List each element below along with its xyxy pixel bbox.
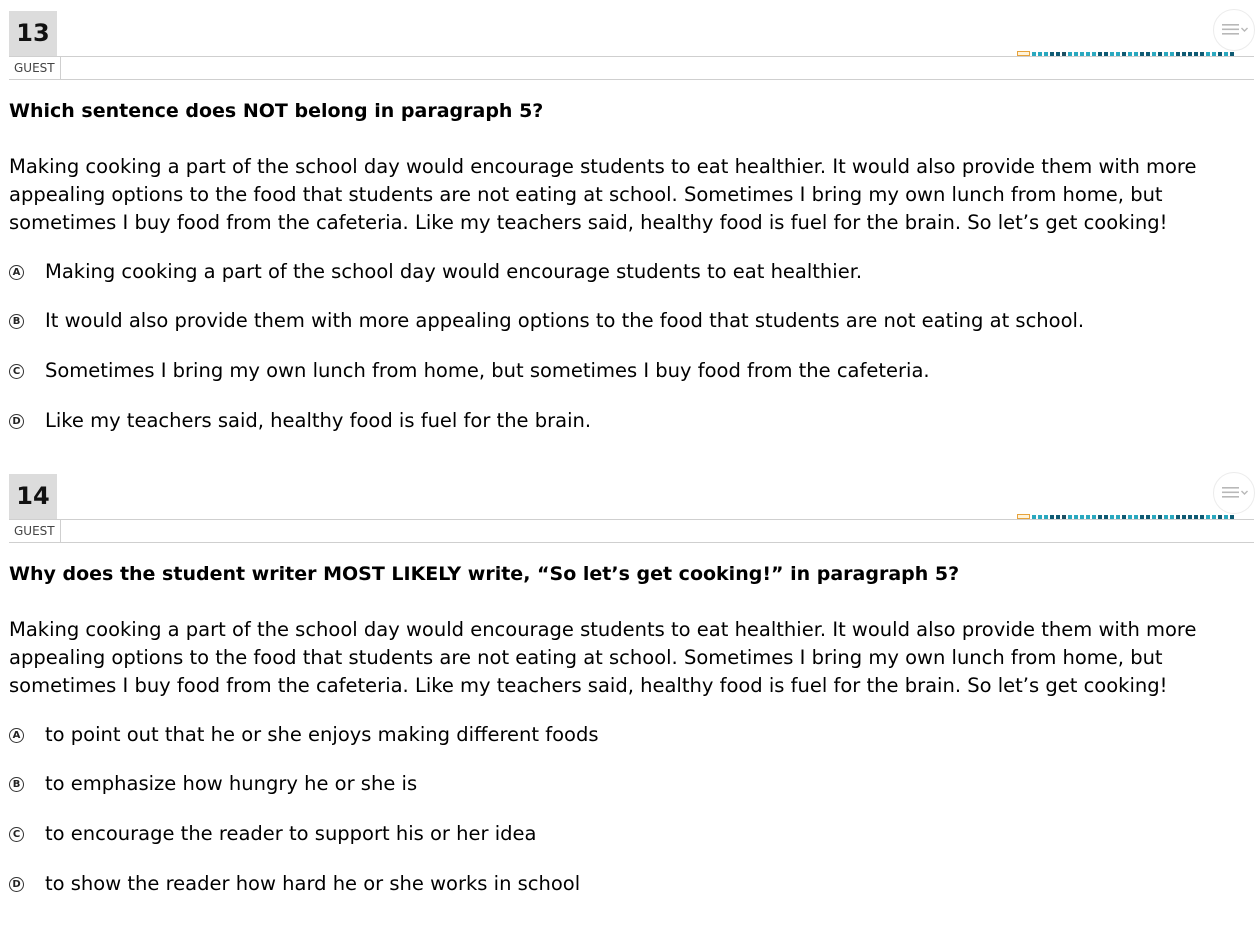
choice-d-text: to show the reader how hard he or she works in school [45, 872, 581, 895]
answer-choice-a[interactable] [9, 258, 862, 286]
progress-segment [1206, 515, 1210, 519]
progress-segment [1068, 52, 1072, 56]
choice-a-radio[interactable]: A [9, 728, 24, 743]
progress-segment [1062, 52, 1066, 56]
progress-segment [1080, 52, 1084, 56]
passage-text: Making cooking a part of the school day would encourage students to eat healthier. It would also provide them with more appealing options to the food that students are not eating at school. Sometimes I bring my own lunch from home, but sometimes I buy food from the cafeteria. Like my teachers said, healthy food is fuel for the brain. So let’s get cooking! [9, 618, 1197, 697]
choice-c-text: to encourage the reader to support his or her idea [45, 822, 537, 845]
progress-segment [1044, 52, 1048, 56]
question-number: 13 [9, 11, 57, 56]
progress-segment [1104, 52, 1108, 56]
progress-segment [1200, 515, 1204, 519]
progress-segment [1104, 515, 1108, 519]
choice-b-text: to emphasize how hungry he or she is [45, 772, 418, 795]
progress-segment [1176, 52, 1180, 56]
progress-segment [1224, 515, 1228, 519]
answer-choice-a[interactable] [9, 721, 599, 749]
progress-segment [1158, 52, 1162, 56]
progress-segment [1092, 52, 1096, 56]
progress-segment [1074, 515, 1078, 519]
progress-segment [1164, 52, 1168, 56]
question-prompt: Why does the student writer MOST LIKELY write, “So let’s get cooking!” in paragraph 5? [9, 563, 960, 585]
choice-a-radio[interactable]: A [9, 265, 24, 280]
progress-current-segment [1017, 514, 1030, 519]
question-menu-button[interactable] [1213, 472, 1255, 514]
progress-segment [1134, 515, 1138, 519]
progress-segment [1086, 52, 1090, 56]
choice-c-radio[interactable]: C [9, 827, 24, 842]
progress-segment [1044, 515, 1048, 519]
answer-choice-b[interactable] [9, 770, 417, 798]
progress-segment [1050, 515, 1054, 519]
progress-segment [1146, 515, 1150, 519]
choice-a-text: to point out that he or she enjoys making different foods [45, 723, 599, 746]
progress-segment [1176, 515, 1180, 519]
progress-segment [1098, 515, 1102, 519]
progress-segment [1230, 515, 1234, 519]
choice-b-radio[interactable]: B [9, 314, 24, 329]
choice-c-text: Sometimes I bring my own lunch from home, but sometimes I buy food from the cafeteria. [45, 359, 930, 382]
progress-segment [1164, 515, 1168, 519]
user-label: GUEST [9, 520, 61, 542]
progress-segment [1122, 515, 1126, 519]
progress-segment [1110, 52, 1114, 56]
hamburger-menu-icon [1222, 486, 1250, 500]
progress-segment [1086, 515, 1090, 519]
progress-segment [1122, 52, 1126, 56]
progress-segment [1140, 52, 1144, 56]
progress-segment [1152, 52, 1156, 56]
answer-choice-d[interactable] [9, 870, 580, 898]
progress-segment [1224, 52, 1228, 56]
progress-current-segment [1017, 51, 1030, 56]
question-number: 14 [9, 474, 57, 519]
choice-d-radio[interactable]: D [9, 877, 24, 892]
progress-segment [1146, 52, 1150, 56]
progress-indicator [1017, 52, 1255, 56]
progress-segment [1170, 52, 1174, 56]
progress-segment [1140, 515, 1144, 519]
progress-segment [1080, 515, 1084, 519]
progress-segment [1068, 515, 1072, 519]
progress-segment [1158, 515, 1162, 519]
choice-b-radio[interactable]: B [9, 777, 24, 792]
progress-segment [1182, 52, 1186, 56]
progress-segment [1188, 515, 1192, 519]
progress-segment [1128, 515, 1132, 519]
progress-segment [1194, 52, 1198, 56]
subheader-divider [9, 79, 1254, 80]
progress-segment [1056, 515, 1060, 519]
answer-choice-b[interactable] [9, 307, 1084, 335]
progress-segment [1194, 515, 1198, 519]
answer-choice-c[interactable] [9, 357, 930, 385]
progress-segment [1050, 52, 1054, 56]
progress-segment [1152, 515, 1156, 519]
hamburger-menu-icon [1222, 23, 1250, 37]
progress-segment [1182, 515, 1186, 519]
choice-c-radio[interactable]: C [9, 364, 24, 379]
progress-segment [1200, 52, 1204, 56]
choice-b-text: It would also provide them with more appealing options to the food that students are not eating at school. [45, 309, 1085, 332]
progress-segment [1062, 515, 1066, 519]
passage-text: Making cooking a part of the school day would encourage students to eat healthier. It would also provide them with more appealing options to the food that students are not eating at school. Sometimes I bring my own lunch from home, but sometimes I buy food from the cafeteria. Like my teachers said, healthy food is fuel for the brain. So let’s get cooking! [9, 155, 1197, 234]
progress-segment [1218, 52, 1222, 56]
question-prompt: Which sentence does NOT belong in paragraph 5? [9, 100, 544, 122]
progress-segment [1116, 52, 1120, 56]
header-divider [9, 56, 1254, 57]
progress-segment [1212, 52, 1216, 56]
progress-segment [1056, 52, 1060, 56]
progress-segment [1038, 515, 1042, 519]
subheader-divider [9, 542, 1254, 543]
progress-segment [1188, 52, 1192, 56]
progress-segment [1110, 515, 1114, 519]
progress-segment [1092, 515, 1096, 519]
progress-segment [1212, 515, 1216, 519]
progress-indicator [1017, 515, 1255, 519]
progress-segment [1170, 515, 1174, 519]
progress-segment [1218, 515, 1222, 519]
user-label: GUEST [9, 57, 61, 79]
progress-segment [1128, 52, 1132, 56]
progress-segment [1134, 52, 1138, 56]
progress-segment [1098, 52, 1102, 56]
choice-d-text: Like my teachers said, healthy food is fuel for the brain. [45, 409, 592, 432]
progress-segment [1230, 52, 1234, 56]
progress-segment [1032, 52, 1036, 56]
question-menu-button[interactable] [1213, 9, 1255, 51]
progress-segment [1206, 52, 1210, 56]
answer-choice-d[interactable] [9, 407, 591, 435]
progress-segment [1074, 52, 1078, 56]
choice-a-text: Making cooking a part of the school day would encourage students to eat healthier. [45, 260, 863, 283]
choice-d-radio[interactable]: D [9, 414, 24, 429]
progress-segment [1038, 52, 1042, 56]
progress-segment [1116, 515, 1120, 519]
progress-segment [1032, 515, 1036, 519]
header-divider [9, 519, 1254, 520]
answer-choice-c[interactable] [9, 820, 536, 848]
